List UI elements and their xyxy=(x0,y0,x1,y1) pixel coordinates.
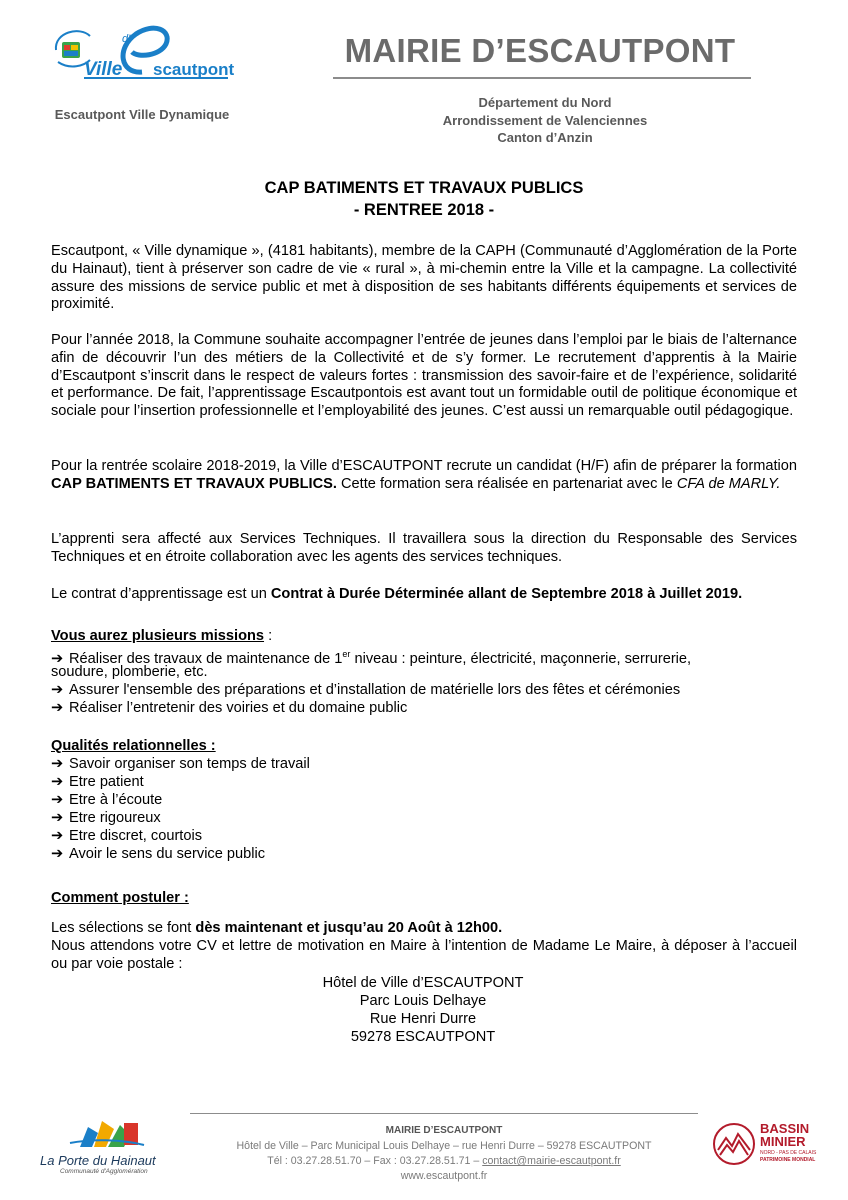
postuler-heading: Comment postuler : xyxy=(51,890,189,906)
mission-text-cont: niveau : peinture, électricité, maçonnerie, serrurerie, xyxy=(350,650,692,667)
patrimoine-text: PATRIMOINE MONDIAL xyxy=(760,1157,816,1163)
arrow-right-icon: ➔ xyxy=(51,828,64,844)
porte-du-hainaut-logo-graphic xyxy=(40,1113,185,1149)
ville-escautpont-logo xyxy=(50,22,240,94)
slogan: Escautpont Ville Dynamique xyxy=(54,107,230,122)
selection-deadline: dès maintenant et jusqu’au 20 Août à 12h00. xyxy=(195,920,503,936)
qualite-text: Etre rigoureux xyxy=(69,810,161,826)
missions-heading xyxy=(51,628,797,646)
address-line: Hôtel de Ville d’ESCAUTPONT xyxy=(322,975,524,991)
logo-d-text: d' xyxy=(122,33,131,45)
page-title: MAIRIE D’ESCAUTPONT xyxy=(344,32,736,69)
footer-website[interactable]: www.escautpont.fr xyxy=(400,1170,488,1182)
arrondissement-line: Arrondissement de Valenciennes xyxy=(442,113,648,128)
bassin-minier-logo xyxy=(712,1120,824,1172)
qualite-item xyxy=(51,846,797,864)
qualite-text: Etre discret, courtois xyxy=(69,828,203,844)
missions-heading-text: Vous aurez plusieurs missions xyxy=(51,628,265,644)
canton-line: Canton d’Anzin xyxy=(497,130,593,145)
contrat-duree: Contrat à Durée Déterminée allant de Septembre 2018 à Juillet 2019. xyxy=(270,586,743,602)
arrow-right-icon: ➔ xyxy=(51,700,64,716)
mission-item xyxy=(51,700,797,718)
paragraph-contrat xyxy=(51,586,797,604)
qualite-item xyxy=(51,810,797,828)
formation-name: CAP BATIMENTS ET TRAVAUX PUBLICS. xyxy=(51,475,337,492)
minier-text: MINIER xyxy=(760,1134,806,1149)
mission-item xyxy=(51,682,797,700)
footer-address: Hôtel de Ville – Parc Municipal Louis Delhaye – rue Henri Durre – 59278 ESCAUTPONT xyxy=(236,1140,652,1152)
arrow-right-icon: ➔ xyxy=(51,792,64,808)
doc-subtitle: - RENTREE 2018 - xyxy=(353,201,495,219)
arrow-right-icon: ➔ xyxy=(51,682,64,698)
arrow-right-icon: ➔ xyxy=(51,650,64,667)
candidature-instructions: Nous attendons votre CV et lettre de motivation en Maire à l’intention de Madame Le Maire, à déposer à l’accueil ou par voie postale : xyxy=(51,938,797,972)
partenariat-text: Cette formation sera réalisée en partenariat avec le xyxy=(336,475,677,492)
footer-contact xyxy=(190,1154,698,1168)
logo-name-text: scautpont xyxy=(153,60,235,79)
selection-dates xyxy=(51,920,797,938)
address-line: Rue Henri Durre xyxy=(369,1011,477,1027)
ville-escautpont-logo-graphic xyxy=(50,22,240,94)
qualite-item xyxy=(51,756,797,774)
mission-text: Réaliser des travaux de maintenance de 1 xyxy=(69,650,343,667)
doc-title: CAP BATIMENTS ET TRAVAUX PUBLICS xyxy=(264,179,584,197)
qualite-text: Savoir organiser son temps de travail xyxy=(69,756,310,772)
arrow-right-icon: ➔ xyxy=(51,810,64,826)
arrow-right-icon: ➔ xyxy=(51,846,64,862)
mission-text: Réaliser l’entretenir des voiries et du domaine public xyxy=(69,700,408,716)
paragraph-intro: Escautpont, « Ville dynamique », (4181 habitants), membre de la CAPH (Communauté d’Agglomération de la Porte du Hainaut), tient à préserver son cadre de vie « rural », à mi-chemin entre la Ville et la campagne. La collectivité assure des missions de service public et met à disposition de ses habitants différents équipements et services de proximité. xyxy=(51,243,797,313)
porte-hainaut-sub: Communauté d'Agglomération xyxy=(60,1168,148,1175)
footer-title: MAIRIE D’ESCAUTPONT xyxy=(385,1125,503,1136)
arrow-right-icon: ➔ xyxy=(51,774,64,790)
qualite-item xyxy=(51,792,797,810)
selection-text: Les sélections se font xyxy=(51,920,196,936)
paragraph-affectation: L’apprenti sera affecté aux Services Techniques. Il travaillera sous la direction du Responsable des Services Techniques et en étroite collaboration avec les agents des services techniques. xyxy=(51,531,797,565)
bassin-region-text: NORD - PAS DE CALAIS xyxy=(760,1150,817,1156)
porte-du-hainaut-logo xyxy=(40,1113,185,1173)
qualite-item xyxy=(51,828,797,846)
bassin-minier-emblem-icon xyxy=(712,1122,756,1166)
qualite-text: Etre patient xyxy=(69,774,144,790)
recrutement-text: Pour la rentrée scolaire 2018-2019, la Ville d’ESCAUTPONT recrute un candidat (H/F) afin de préparer la formation xyxy=(51,458,797,474)
logo-ville-text: Ville xyxy=(84,59,123,80)
mission-item-cont: soudure, plomberie, etc. xyxy=(51,664,208,680)
qualite-text: Etre à l’écoute xyxy=(69,792,163,808)
address-line: 59278 ESCAUTPONT xyxy=(350,1029,496,1045)
contrat-text: Le contrat d’apprentissage est un xyxy=(51,586,271,602)
footer-phone: Tél : 03.27.28.51.70 – Fax : 03.27.28.51.71 – xyxy=(267,1155,483,1167)
cfa-name: CFA de MARLY. xyxy=(676,475,781,492)
paragraph-apprentissage: Pour l’année 2018, la Commune souhaite accompagner l’entrée de jeunes dans l’emploi par le biais de l’alternance afin de découvrir l’un des métiers de la Collectivité et de s’y former. Le recrutement d’apprentis à la Mairie d’Escautpont s’inscrit dans le respect de valeurs fortes : transmission des savoir-faire et de l’expérience, solidarité et performance. De fait, l’apprentissage Escautpontois est avant tout un formidable outil de politique économique et sociale pour l’insertion professionnelle et l’employabilité des jeunes. C’est aussi un remarquable outil pédagogique. xyxy=(51,332,797,420)
arrow-right-icon: ➔ xyxy=(51,756,64,772)
footer-divider xyxy=(190,1113,698,1114)
address-line: Parc Louis Delhaye xyxy=(359,993,487,1009)
footer-email-link[interactable]: contact@mairie-escautpont.fr xyxy=(482,1155,621,1167)
mission-text: Assurer l'ensemble des préparations et d’installation de matérielle lors des fêtes et cérémonies xyxy=(69,682,681,698)
porte-hainaut-name: La Porte du Hainaut xyxy=(40,1153,156,1168)
qualites-heading: Qualités relationnelles : xyxy=(51,738,216,754)
paragraph-recrutement xyxy=(51,458,797,494)
mission-sup: er xyxy=(342,649,351,659)
qualite-item xyxy=(51,774,797,792)
department-line: Département du Nord xyxy=(478,95,612,110)
missions-colon: : xyxy=(264,628,273,644)
qualite-text: Avoir le sens du service public xyxy=(69,846,266,862)
title-divider xyxy=(333,77,751,79)
bassin-text: BASSIN xyxy=(760,1121,810,1136)
